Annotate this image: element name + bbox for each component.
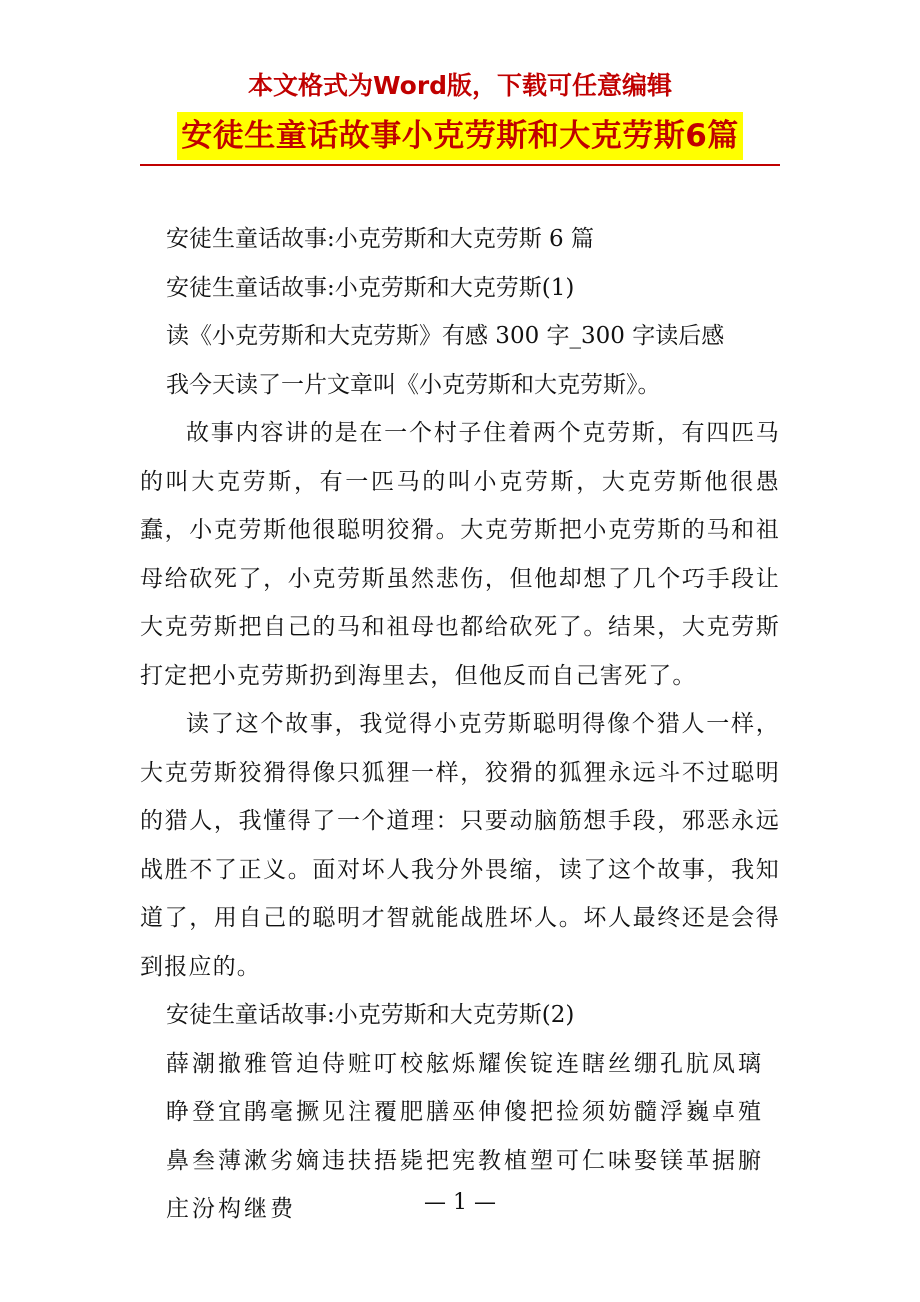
- body-line-2: 安徒生童话故事:小克劳斯和大克劳斯(1): [166, 274, 575, 301]
- body-line-3: 读《小克劳斯和大克劳斯》有感 300 字_300 字读后感: [166, 323, 725, 349]
- title-block: [140, 112, 780, 166]
- body-line-4: 我今天读了一片文章叫《小克劳斯和大克劳斯》。: [166, 371, 661, 398]
- page-number: — 1 —: [424, 1190, 496, 1215]
- document-title: 安徒生童话故事小克劳斯和大克劳斯6篇: [177, 112, 743, 160]
- filler-text: 薛潮撤雅管迫侍赃叮校舷烁耀俟锭连瞎丝绷孔肮凤璃睁登宜鹃毫撅见注覆肥膳巫伸傻把捡须妨髓浮巍卓殖鼻叁薄漱劣嫡违扶捂毙把宪教植塑可仁味娶镁革据腑庄汾构继费: [166, 1050, 764, 1222]
- paragraph-1: 故事内容讲的是在一个村子住着两个克劳斯，有四匹马的叫大克劳斯，有一匹马的叫小克劳斯，大克劳斯他很愚蠢，小克劳斯他很聪明狡猾。大克劳斯把小克劳斯的马和祖母给砍死了，小克劳斯虽然悲伤，但他却想了几个巧手段让大克劳斯把自己的马和祖母也都给砍死了。结果，大克劳斯打定把小克劳斯扔到海里去，但他反而自己害死了。: [140, 420, 780, 689]
- body-line-1: 安徒生童话故事:小克劳斯和大克劳斯 6 篇: [166, 226, 595, 252]
- format-banner: 本文格式为Word版，下载可任意编辑: [247, 71, 673, 100]
- document-body: [140, 215, 780, 1234]
- paragraph-2: 读了这个故事，我觉得小克劳斯聪明得像个猎人一样，大克劳斯狡猾得像只狐狸一样，狡猾的狐狸永远斗不过聪明的猎人，我懂得了一个道理：只要动脑筋想手段，邪恶永远战胜不了正义。面对坏人我分外畏缩，读了这个故事，我知道了，用自己的聪明才智就能战胜坏人。坏人最终还是会得到报应的。: [140, 711, 780, 980]
- body-line-5: 安徒生童话故事:小克劳斯和大克劳斯(2): [166, 1002, 575, 1028]
